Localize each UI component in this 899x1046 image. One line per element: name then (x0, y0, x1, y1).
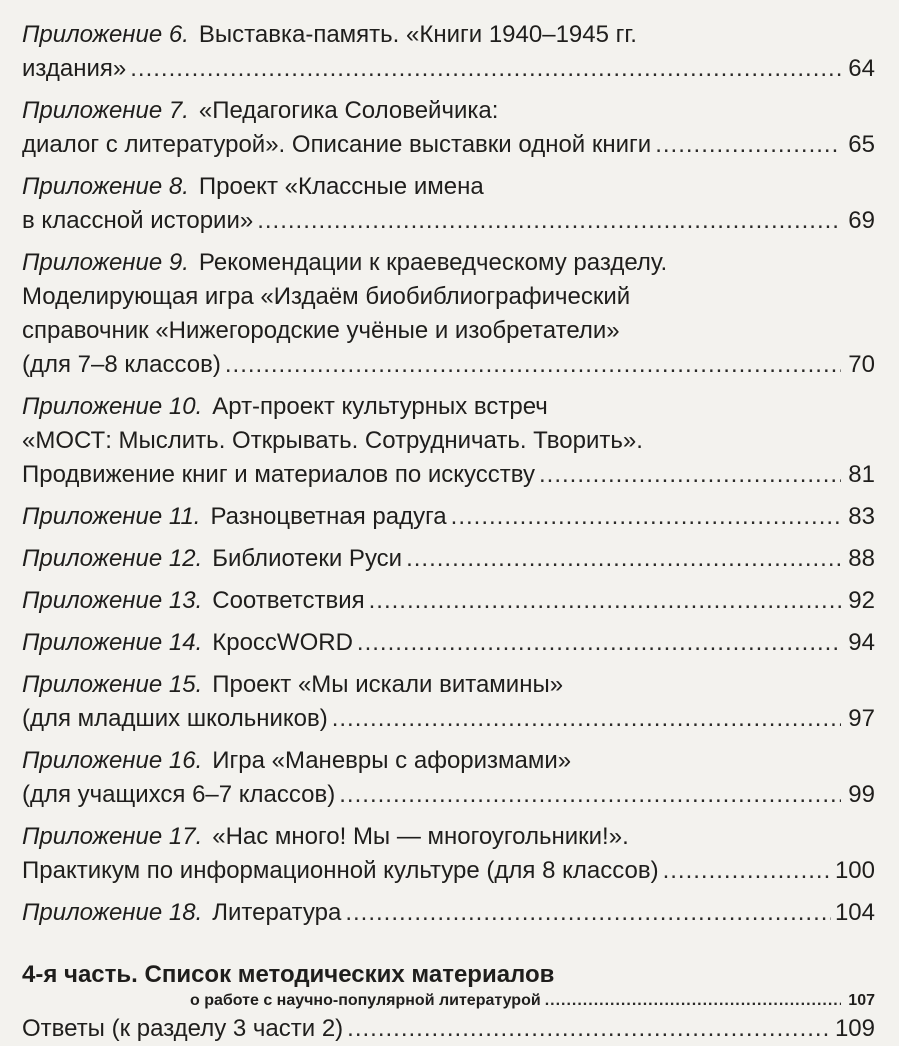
page-number: 109 (834, 1015, 875, 1042)
entry-line (22, 744, 875, 778)
toc-entry[interactable] (22, 246, 875, 382)
entry-line-text: Моделирующая игра «Издаём биобиблиографический (22, 283, 631, 310)
section-heading: 4-я часть. Список методических материалов (22, 961, 555, 988)
entry-last-line (22, 204, 875, 238)
page-number: 104 (834, 899, 875, 926)
toc-entry[interactable] (22, 668, 875, 736)
page-number: 88 (848, 545, 875, 572)
page-number: 64 (848, 55, 875, 82)
entry-title (22, 584, 365, 618)
toc-entry[interactable] (22, 94, 875, 162)
entry-title (22, 778, 335, 812)
entry-label: Приложение 12. (22, 545, 203, 572)
entry-title (22, 542, 402, 576)
entry-label: Приложение 13. (22, 587, 203, 614)
entry-line (22, 94, 875, 128)
entry-last-text: издания» (22, 55, 127, 82)
entry-title (22, 626, 353, 660)
leader-dots (655, 128, 841, 162)
entry-label: Приложение 10. (22, 393, 203, 420)
entry-last-line (22, 584, 875, 618)
section-last-line (22, 992, 875, 1010)
entry-last-line (22, 778, 875, 812)
entry-label: Приложение 15. (22, 671, 203, 698)
leader-dots (332, 702, 841, 736)
entry-last-text: диалог с литературой». Описание выставки одной книги (22, 131, 652, 158)
entry-line-text: Арт-проект культурных встреч (212, 393, 548, 420)
entry-last-line (22, 702, 875, 736)
toc-entry[interactable] (22, 896, 875, 930)
entry-title (22, 128, 651, 162)
entry-line (22, 18, 875, 52)
entry-last-text: (для младших школьников) (22, 705, 328, 732)
page-number: 65 (848, 131, 875, 158)
entry-line-text: «Нас много! Мы — многоугольники!». (212, 823, 629, 850)
entry-line (22, 246, 875, 280)
entry-label: Приложение 9. (22, 249, 189, 276)
toc-entry[interactable] (22, 500, 875, 534)
entry-last-line (22, 348, 875, 382)
leader-dots (663, 854, 831, 888)
entry-last-text: Соответствия (212, 587, 365, 614)
entry-last-text: Библиотеки Руси (212, 545, 403, 572)
entry-line (22, 170, 875, 204)
entry-line-text: Проект «Мы искали витамины» (212, 671, 564, 698)
entry-title (22, 52, 126, 86)
leader-dots (339, 778, 841, 812)
section-entry[interactable] (22, 958, 875, 1010)
entry-label: Приложение 6. (22, 21, 189, 48)
entry-label: Приложение 16. (22, 747, 203, 774)
entry-line (22, 314, 875, 348)
entry-label: Приложение 14. (22, 629, 203, 656)
entry-line (22, 280, 875, 314)
entry-title (22, 854, 659, 888)
toc-entry[interactable] (22, 18, 875, 86)
answers-text: Ответы (к разделу 3 части 2) (22, 1015, 344, 1042)
leader-dots (257, 204, 841, 238)
entry-title (22, 500, 447, 534)
page-number: 100 (834, 857, 875, 884)
toc-entry[interactable] (22, 744, 875, 812)
entry-title (22, 348, 221, 382)
entry-last-text: Практикум по информационной культуре (для 8 классов) (22, 857, 659, 884)
entry-last-line (22, 542, 875, 576)
entry-label: Приложение 11. (22, 503, 201, 530)
entry-last-text: в классной истории» (22, 207, 254, 234)
entry-line (22, 390, 875, 424)
entry-title (22, 204, 253, 238)
toc-entry[interactable] (22, 584, 875, 618)
entry-last-line (22, 500, 875, 534)
page-number: 94 (848, 629, 875, 656)
entry-last-line (22, 52, 875, 86)
leader-dots (357, 626, 841, 660)
entry-last-text: (для учащихся 6–7 классов) (22, 781, 336, 808)
leader-dots (369, 584, 841, 618)
entry-label: Приложение 18. (22, 899, 203, 926)
entry-line (22, 668, 875, 702)
leader-dots (345, 896, 831, 930)
leader-dots (225, 348, 841, 382)
entry-last-text: Продвижение книг и материалов по искусству (22, 461, 535, 488)
entry-last-text: Литература (212, 899, 342, 926)
page-number: 83 (848, 503, 875, 530)
page-number: 99 (848, 781, 875, 808)
answers-entry[interactable] (22, 1012, 875, 1046)
entry-label: Приложение 8. (22, 173, 189, 200)
toc-entry[interactable] (22, 626, 875, 660)
leader-dots (406, 542, 841, 576)
entry-label: Приложение 7. (22, 97, 189, 124)
entry-label: Приложение 17. (22, 823, 203, 850)
entry-line-text: «Педагогика Соловейчика: (198, 97, 499, 124)
entry-last-line (22, 458, 875, 492)
leader-dots (545, 992, 841, 1010)
entry-line-text: Игра «Маневры с афоризмами» (212, 747, 572, 774)
page-number: 81 (848, 461, 875, 488)
table-of-contents (22, 18, 875, 930)
entry-line (22, 820, 875, 854)
leader-dots (130, 52, 841, 86)
entry-line-text: Выставка-память. «Книги 1940–1945 гг. (198, 21, 637, 48)
toc-entry[interactable] (22, 542, 875, 576)
section-subtitle: о работе с научно-популярной литературой (190, 992, 541, 1009)
entry-title (22, 458, 535, 492)
page-number: 92 (848, 587, 875, 614)
entry-line (22, 424, 875, 458)
entry-last-text: КроссWORD (212, 629, 353, 656)
entry-title (22, 702, 328, 736)
entry-last-line (22, 896, 875, 930)
leader-dots (347, 1012, 831, 1046)
entry-line-text: Рекомендации к краеведческому разделу. (198, 249, 668, 276)
entry-line-text: «МОСТ: Мыслить. Открывать. Сотрудничать. Творить». (22, 427, 643, 454)
entry-last-text: (для 7–8 классов) (22, 351, 221, 378)
entry-last-line (22, 128, 875, 162)
page-number: 70 (848, 351, 875, 378)
entry-title (22, 896, 341, 930)
entry-last-line (22, 626, 875, 660)
page-number: 97 (848, 705, 875, 732)
entry-line-text: справочник «Нижегородские учёные и изобретатели» (22, 317, 620, 344)
entry-line-text: Проект «Классные имена (198, 173, 484, 200)
entry-last-line (22, 854, 875, 888)
leader-dots (539, 458, 841, 492)
toc-entry[interactable] (22, 390, 875, 492)
toc-entry[interactable] (22, 820, 875, 888)
page-number: 69 (848, 207, 875, 234)
leader-dots (451, 500, 841, 534)
page-number: 107 (848, 992, 875, 1009)
entry-last-text: Разноцветная радуга (210, 503, 447, 530)
toc-entry[interactable] (22, 170, 875, 238)
